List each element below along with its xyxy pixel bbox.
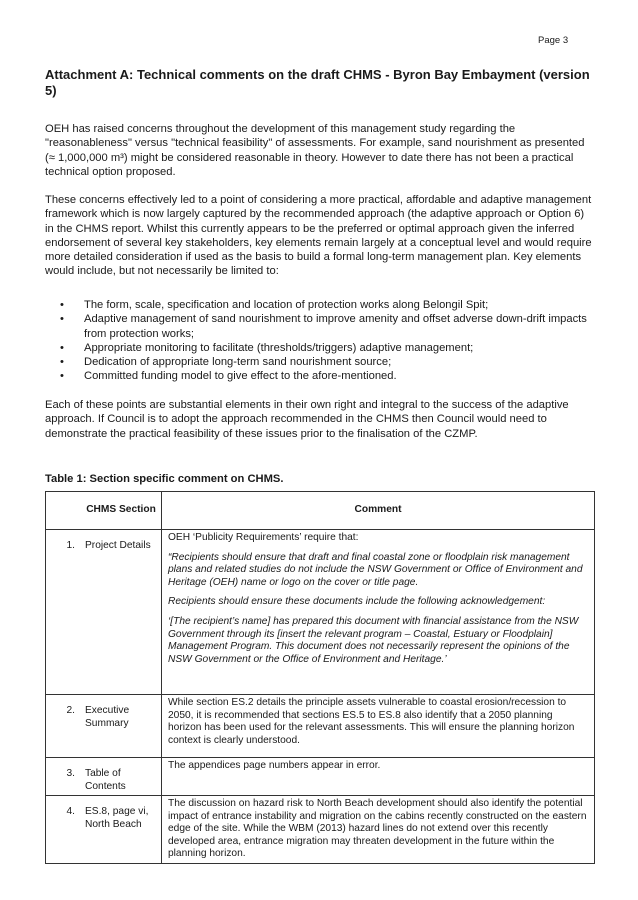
comment-quote: ‘[The recipient’s name] has prepared this document with financial assistance from the NSW Government through its [insert the relevant program – Coastal, Estuary or Floodplain] Management Program. This document does not necessarily represent the opinions of the NSW Government or the Office of Environment and Heritage.’ xyxy=(168,615,579,665)
bullet-glyph: • xyxy=(60,341,64,354)
table-row xyxy=(46,796,595,864)
row-section: Project Details xyxy=(81,530,162,695)
bullet-glyph: • xyxy=(60,356,64,369)
comments-table xyxy=(45,491,595,864)
list-item xyxy=(45,312,593,341)
header-comment-label: Comment xyxy=(354,504,402,516)
row-section: Table of Contents xyxy=(81,758,162,796)
row-number: 2. xyxy=(46,695,82,758)
list-item xyxy=(45,298,593,312)
bullet-glyph: • xyxy=(60,370,64,383)
table-row xyxy=(46,758,595,796)
key-elements-list xyxy=(45,298,593,384)
list-item-text: Adaptive management of sand nourishment to improve amenity and offset adverse down-drift impacts from protection works; xyxy=(84,313,587,340)
table-row xyxy=(46,530,595,695)
row-section: ES.8, page vi, North Beach xyxy=(81,796,162,864)
comment-quote: “Recipients should ensure that draft and final coastal zone or floodplain risk management plans and related studies do not include the NSW Government or Office of Environment and Heritage (OEH) name or logo on the cover or title page. xyxy=(168,551,583,588)
row-number: 4. xyxy=(46,796,82,864)
list-item-text: The form, scale, specification and location of protection works along Belongil Spit; xyxy=(84,299,489,311)
header-comment-cell xyxy=(162,492,595,530)
bullet-glyph: • xyxy=(60,313,64,326)
page-number: Page 3 xyxy=(538,35,569,46)
bullet-glyph: • xyxy=(60,299,64,311)
comment-intro: OEH ‘Publicity Requirements’ require that: xyxy=(168,532,359,543)
row-comment: While section ES.2 details the principle assets vulnerable to coastal erosion/recession to 2050, it is recommended that sections ES.5 to ES.8 also identify that a 2050 planning horizon has been used for the relevant assessments. This will ensure the planning horizon context is clearly understood. xyxy=(162,695,595,758)
paragraph-3: Each of these points are substantial elements in their own right and integral to the success of the adaptive approach. If Council is to adopt the approach recommended in the CHMS then Council would need to demonstrate the practical feasibility of these issues prior to the finalisation of the CZMP. xyxy=(45,399,569,440)
row-number: 1. xyxy=(46,530,82,695)
list-item-text: Committed funding model to give effect to the afore-mentioned. xyxy=(84,370,397,383)
row-section: Executive Summary xyxy=(81,695,162,758)
document-title: Attachment A: Technical comments on the draft CHMS - Byron Bay Embayment (version 5) xyxy=(45,67,590,98)
header-section-cell xyxy=(81,492,162,530)
list-item xyxy=(45,369,593,383)
list-item xyxy=(45,355,593,369)
comment-quote: Recipients should ensure these documents include the following acknowledgement: xyxy=(168,596,546,608)
row-comment xyxy=(162,530,595,695)
list-item xyxy=(45,341,593,355)
table-title: Table 1: Section specific comment on CHMS. xyxy=(45,473,284,485)
header-section-label: CHMS Section xyxy=(86,504,156,516)
row-comment: The appendices page numbers appear in error. xyxy=(162,758,595,796)
row-comment: The discussion on hazard risk to North Beach development should also identify the potential impact of entrance instability and migration on the cabins recently constructed on the eastern edge of the site. While the WBM (2013) hazard lines do not extend over this recently developed area, entrance migration may threaten development in the future within the planning horizon. xyxy=(162,796,595,864)
paragraph-2: These concerns effectively led to a point of considering a more practical, affordable and adaptive management framework which is now largely captured by the recommended approach (the adaptive approach or Option 6) in the CHMS report. Whilst this currently appears to be the preferred or optimal approach given the inferred endorsement of several key stakeholders, key elements remain largely at a conceptual level and would require more detailed consideration if used as the basis to build a formal long-term management plan. Key elements would include, but not necessarily be limited to: xyxy=(45,194,592,278)
header-number-cell xyxy=(46,492,82,530)
table-row xyxy=(46,695,595,758)
table-header-row xyxy=(46,492,595,530)
row-number: 3. xyxy=(46,758,82,796)
paragraph-1: OEH has raised concerns throughout the development of this management study regarding the "reasonableness" versus "technical feasibility" of assessments. For example, sand nourishment as presented (≈ 1,000,000 m³) might be considered reasonable in theory. However to date there has not been a practical technical option proposed. xyxy=(45,123,585,178)
list-item-text: Dedication of appropriate long-term sand nourishment source; xyxy=(84,356,392,369)
list-item-text: Appropriate monitoring to facilitate (thresholds/triggers) adaptive management; xyxy=(84,341,474,354)
